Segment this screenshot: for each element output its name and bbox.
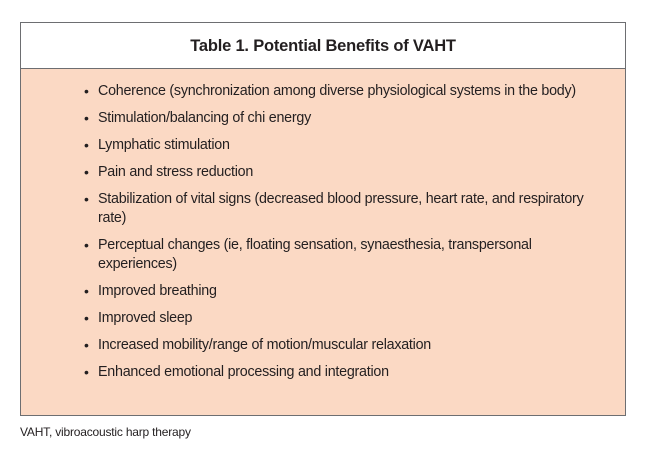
benefits-list	[21, 69, 625, 382]
list-item	[21, 236, 625, 274]
list-item	[21, 282, 625, 301]
list-item	[21, 136, 625, 155]
bullet-icon: •	[84, 283, 89, 299]
benefit-text: Enhanced emotional processing and integration	[98, 364, 389, 380]
table-header	[21, 23, 625, 69]
table-footnote: VAHT, vibroacoustic harp therapy	[20, 425, 191, 439]
bullet-icon: •	[84, 191, 89, 207]
list-item	[21, 363, 625, 382]
benefit-text: Stabilization of vital signs (decreased blood pressure, heart rate, and respiratory rate)	[98, 191, 584, 226]
list-item	[21, 163, 625, 182]
bullet-icon: •	[84, 83, 89, 99]
benefit-text: Improved sleep	[98, 310, 193, 326]
bullet-icon: •	[84, 237, 89, 253]
list-item	[21, 309, 625, 328]
list-item	[21, 109, 625, 128]
table-title: Table 1. Potential Benefits of VAHT	[190, 37, 456, 55]
bullet-icon: •	[84, 310, 89, 326]
benefit-text: Coherence (synchronization among diverse physiological systems in the body)	[98, 83, 576, 99]
benefit-text: Lymphatic stimulation	[98, 137, 230, 153]
bullet-icon: •	[84, 137, 89, 153]
list-item	[21, 190, 625, 228]
benefits-table	[20, 22, 626, 416]
benefit-text: Stimulation/balancing of chi energy	[98, 110, 311, 126]
benefit-text: Increased mobility/range of motion/muscular relaxation	[98, 337, 431, 353]
benefit-text: Pain and stress reduction	[98, 164, 254, 180]
list-item	[21, 336, 625, 355]
bullet-icon: •	[84, 164, 89, 180]
bullet-icon: •	[84, 364, 89, 380]
benefit-text: Improved breathing	[98, 283, 217, 299]
bullet-icon: •	[84, 110, 89, 126]
bullet-icon: •	[84, 337, 89, 353]
list-item	[21, 82, 625, 101]
benefit-text: Perceptual changes (ie, floating sensation, synaesthesia, transpersonal experiences)	[98, 237, 532, 272]
